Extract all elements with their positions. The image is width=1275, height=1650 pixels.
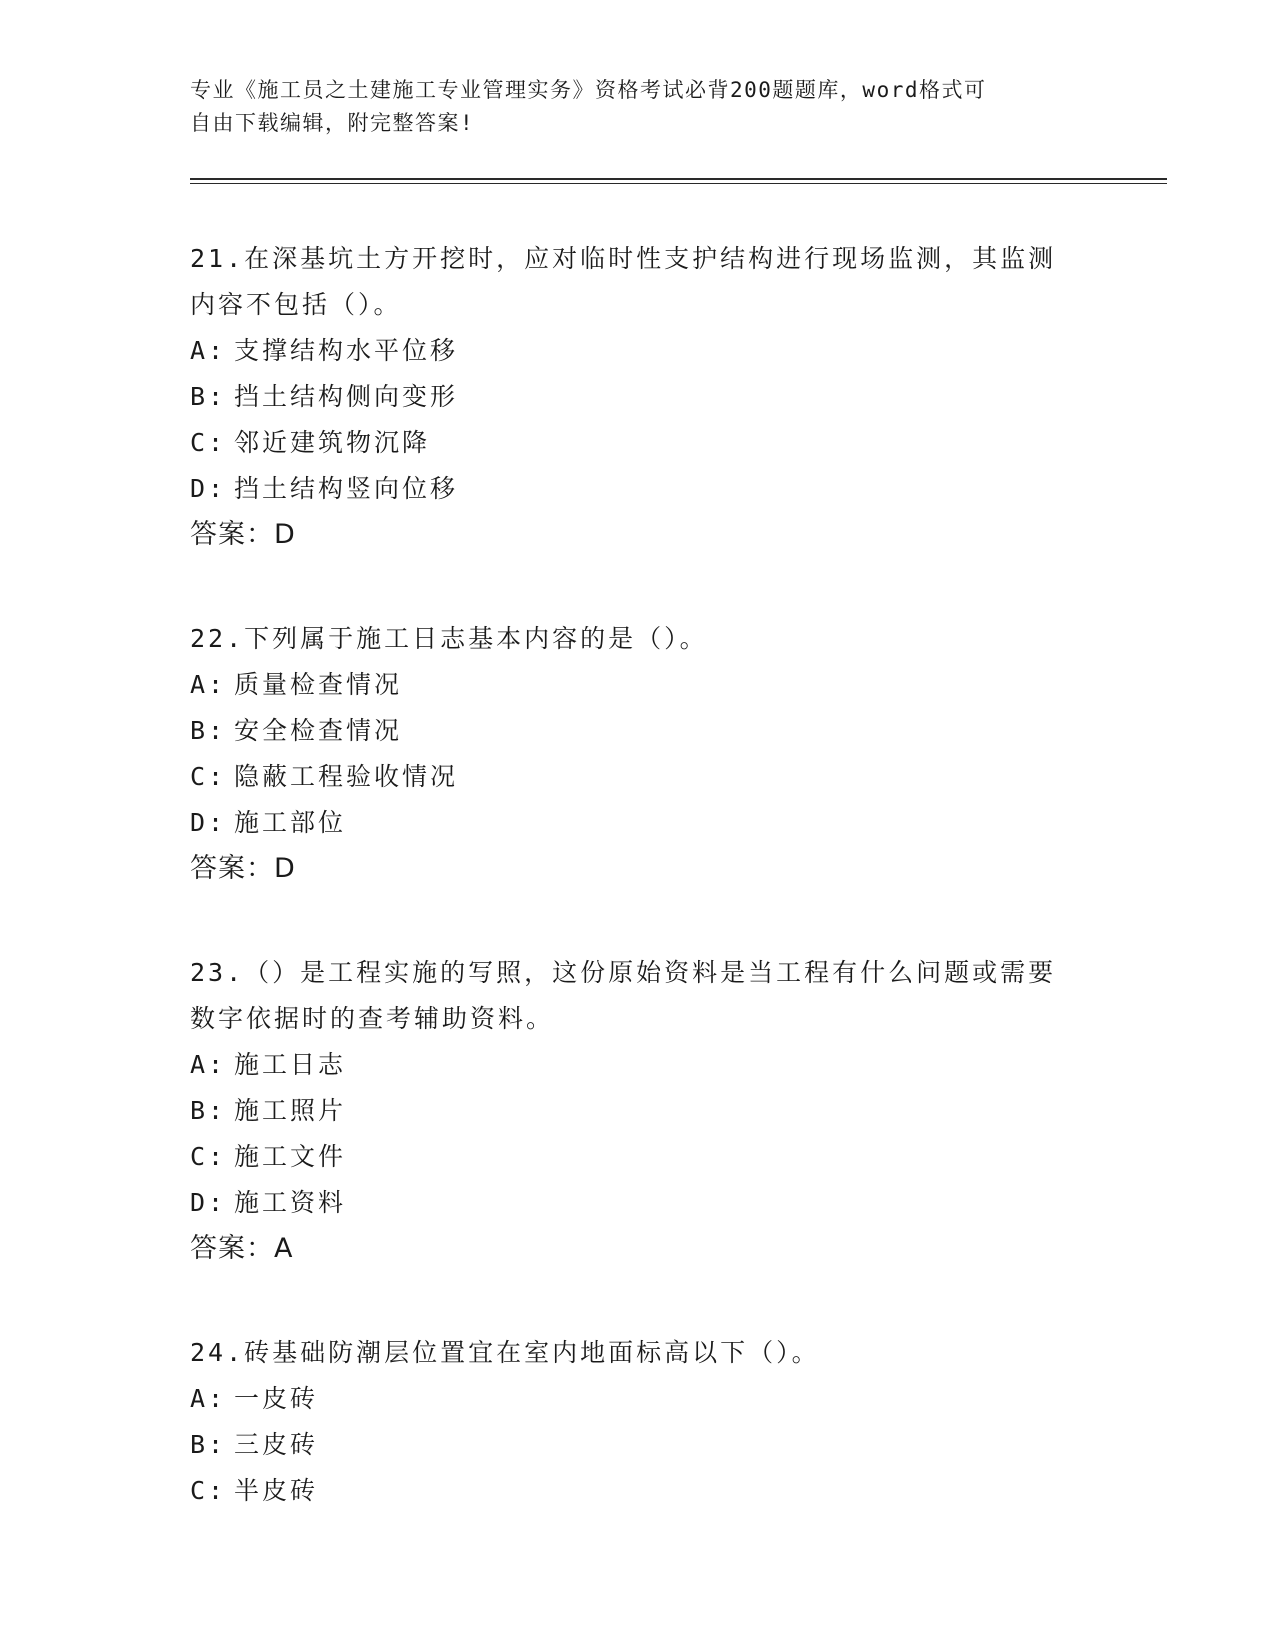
question-24 [190, 1330, 1090, 1514]
option-b [190, 1088, 1090, 1134]
option-d [190, 466, 1090, 512]
option-text: 施工资料 [234, 1188, 347, 1217]
option-a [190, 1042, 1090, 1088]
option-c [190, 754, 1090, 800]
option-c [190, 1468, 1090, 1514]
option-letter: B: [190, 1096, 227, 1125]
option-a [190, 1376, 1090, 1422]
option-text: 安全检查情况 [234, 716, 403, 745]
header-line-2: 自由下载编辑，附完整答案! [190, 111, 475, 135]
option-letter: C: [190, 762, 227, 791]
option-b [190, 708, 1090, 754]
option-c [190, 420, 1090, 466]
option-letter: B: [190, 1430, 227, 1459]
option-text: 一皮砖 [234, 1384, 319, 1413]
option-text: 三皮砖 [234, 1430, 319, 1459]
option-letter: B: [190, 716, 227, 745]
option-d [190, 1180, 1090, 1226]
question-text: 数字依据时的查考辅助资料。 [190, 1004, 555, 1033]
answer-line: 答案：A [190, 1233, 294, 1264]
option-letter: A: [190, 670, 227, 699]
document-header [190, 74, 1090, 140]
header-line-1: 专业《施工员之土建施工专业管理实务》资格考试必背200题题库，word格式可 [190, 78, 987, 102]
question-list [190, 236, 1090, 1572]
option-b [190, 1422, 1090, 1468]
question-22 [190, 616, 1090, 892]
question-text: 23.（）是工程实施的写照，这份原始资料是当工程有什么问题或需要 [190, 958, 1057, 987]
question-23 [190, 950, 1090, 1272]
option-letter: D: [190, 474, 227, 503]
option-a [190, 662, 1090, 708]
option-text: 邻近建筑物沉降 [234, 428, 431, 457]
answer-line: 答案：D [190, 853, 296, 884]
option-letter: C: [190, 1142, 227, 1171]
option-letter: D: [190, 1188, 227, 1217]
option-text: 挡土结构竖向位移 [234, 474, 459, 503]
option-a [190, 328, 1090, 374]
option-text: 质量检查情况 [234, 670, 403, 699]
option-d [190, 800, 1090, 846]
option-letter: C: [190, 1476, 227, 1505]
question-21 [190, 236, 1090, 558]
option-letter: A: [190, 336, 227, 365]
option-text: 半皮砖 [234, 1476, 319, 1505]
question-text: 21.在深基坑土方开挖时，应对临时性支护结构进行现场监测，其监测 [190, 244, 1057, 273]
option-text: 施工文件 [234, 1142, 347, 1171]
option-b [190, 374, 1090, 420]
option-c [190, 1134, 1090, 1180]
option-letter: A: [190, 1050, 227, 1079]
option-letter: C: [190, 428, 227, 457]
question-text: 24.砖基础防潮层位置宜在室内地面标高以下（）。 [190, 1338, 820, 1367]
option-text: 施工日志 [234, 1050, 347, 1079]
question-text: 内容不包括（）。 [190, 290, 402, 319]
option-text: 施工照片 [234, 1096, 347, 1125]
option-letter: D: [190, 808, 227, 837]
question-text: 22.下列属于施工日志基本内容的是（）。 [190, 624, 708, 653]
answer-line: 答案：D [190, 519, 296, 550]
header-divider-top [190, 178, 1167, 180]
option-letter: B: [190, 382, 227, 411]
option-text: 施工部位 [234, 808, 347, 837]
option-text: 支撑结构水平位移 [234, 336, 459, 365]
option-letter: A: [190, 1384, 227, 1413]
header-divider-bottom [190, 183, 1167, 184]
option-text: 挡土结构侧向变形 [234, 382, 459, 411]
option-text: 隐蔽工程验收情况 [234, 762, 459, 791]
